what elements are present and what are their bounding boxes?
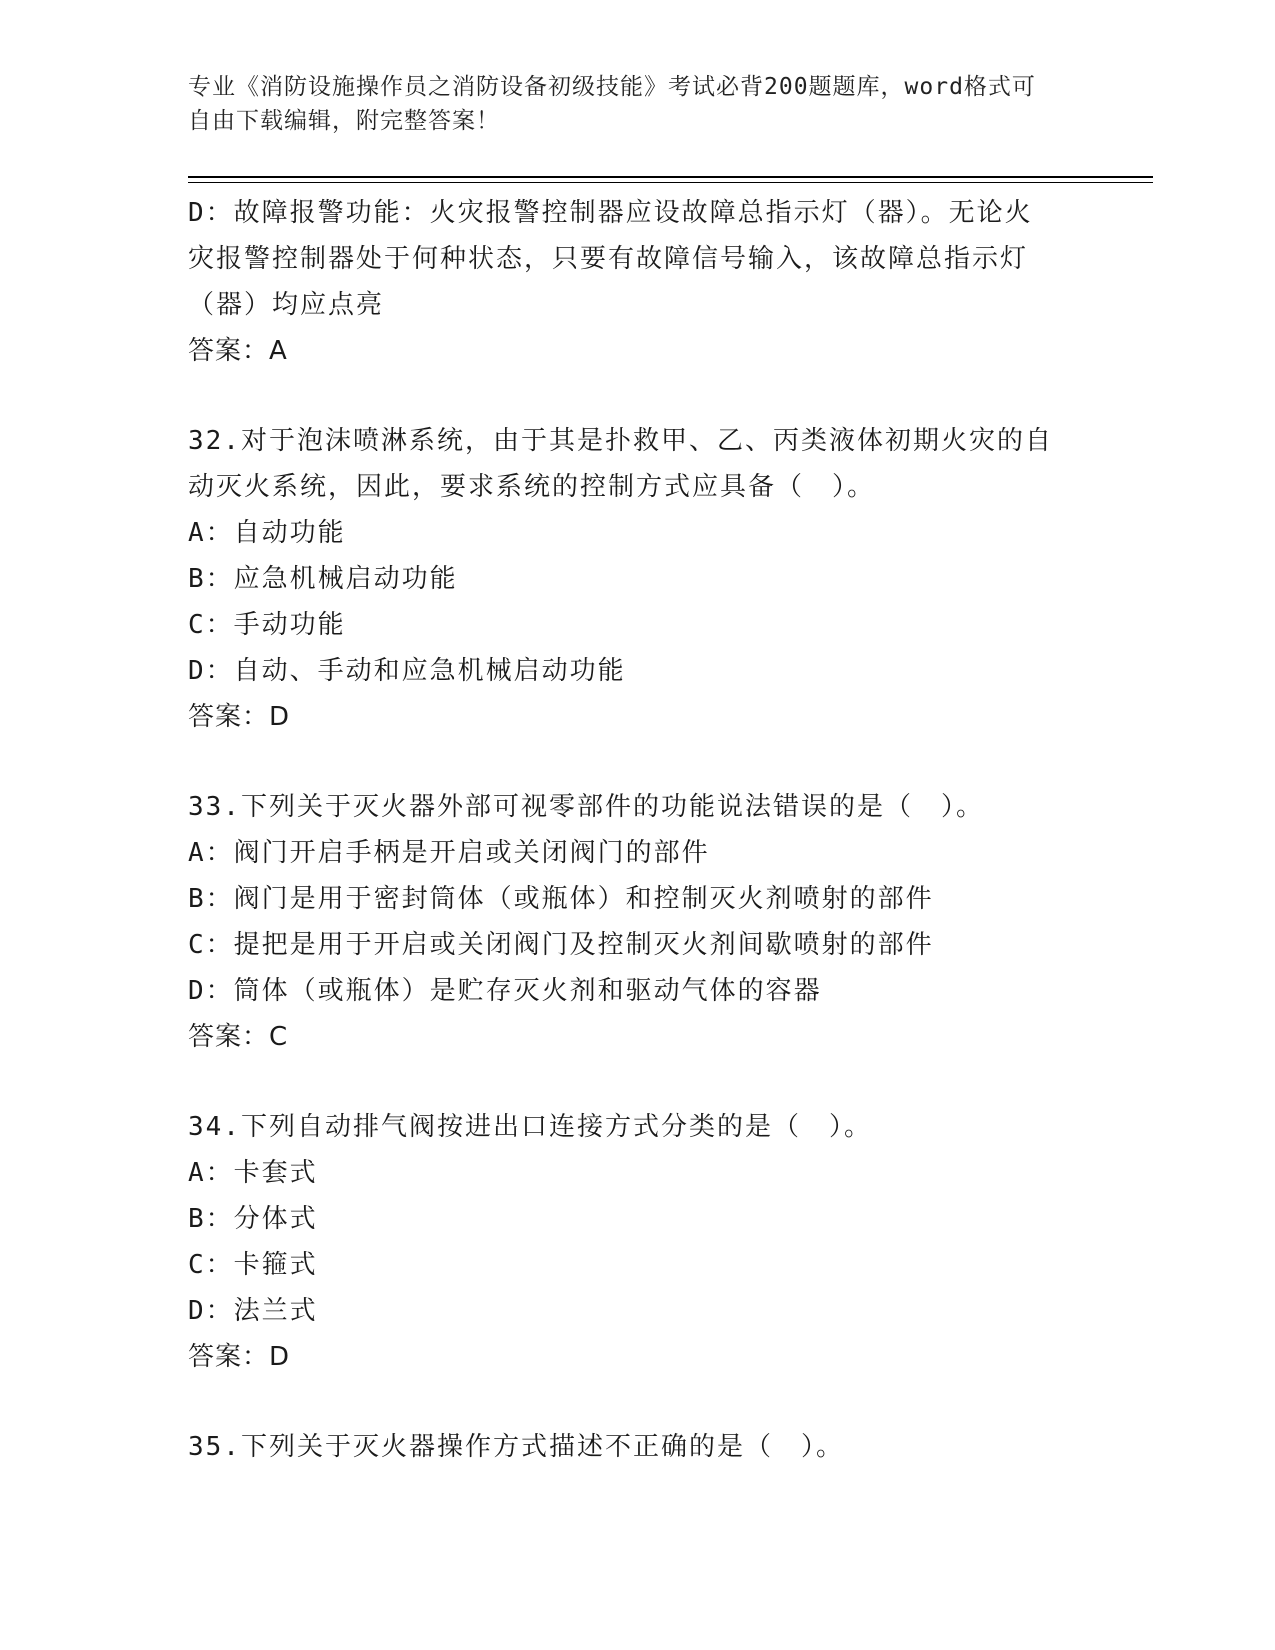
answer-line: 答案：C (188, 1022, 289, 1052)
option-a: A：阀门开启手柄是开启或关闭阀门的部件 (188, 838, 710, 868)
option-a: A：卡套式 (188, 1158, 318, 1188)
header-line-2: 自由下载编辑，附完整答案！ (188, 108, 500, 134)
option-d: D：筒体（或瓶体）是贮存灭火剂和驱动气体的容器 (188, 976, 822, 1006)
question-33 (188, 784, 1088, 1060)
option-d-line: （器）均应点亮 (188, 290, 385, 320)
answer-line: 答案：A (188, 336, 288, 366)
option-c: C：手动功能 (188, 610, 346, 640)
question-34 (188, 1104, 1088, 1380)
option-c: C：卡箍式 (188, 1250, 318, 1280)
option-b: B：分体式 (188, 1204, 318, 1234)
question-stem: 33.下列关于灭火器外部可视零部件的功能说法错误的是（ ）。 (188, 792, 984, 822)
document-body (188, 190, 1088, 1470)
question-stem: 32.对于泡沫喷淋系统，由于其是扑救甲、乙、丙类液体初期火灾的自 (188, 426, 1053, 456)
header-rule-thin (188, 182, 1153, 183)
question-stem: 34.下列自动排气阀按进出口连接方式分类的是（ ）。 (188, 1112, 872, 1142)
option-d-line: 灾报警控制器处于何种状态，只要有故障信号输入，该故障总指示灯 (188, 244, 1029, 274)
option-d: D：法兰式 (188, 1296, 318, 1326)
question-32 (188, 418, 1088, 740)
header-rule-thick (188, 176, 1153, 178)
question-stem: 动灭火系统，因此，要求系统的控制方式应具备（ ）。 (188, 472, 876, 502)
option-d: D：自动、手动和应急机械启动功能 (188, 656, 626, 686)
answer-line: 答案：D (188, 702, 291, 732)
question-stem: 35.下列关于灭火器操作方式描述不正确的是（ ）。 (188, 1432, 844, 1462)
question-35 (188, 1424, 1088, 1470)
option-a: A：自动功能 (188, 518, 346, 548)
option-c: C：提把是用于开启或关闭阀门及控制灭火剂间歇喷射的部件 (188, 930, 934, 960)
option-b: B：阀门是用于密封筒体（或瓶体）和控制灭火剂喷射的部件 (188, 884, 934, 914)
option-b: B：应急机械启动功能 (188, 564, 458, 594)
header-line-1: 专业《消防设施操作员之消防设备初级技能》考试必背200题题库，word格式可 (188, 74, 1036, 100)
prev-question-tail (188, 190, 1088, 374)
answer-line: 答案：D (188, 1342, 291, 1372)
option-d-line: D：故障报警功能：火灾报警控制器应设故障总指示灯（器）。无论火 (188, 198, 1033, 228)
document-header (188, 70, 1068, 138)
